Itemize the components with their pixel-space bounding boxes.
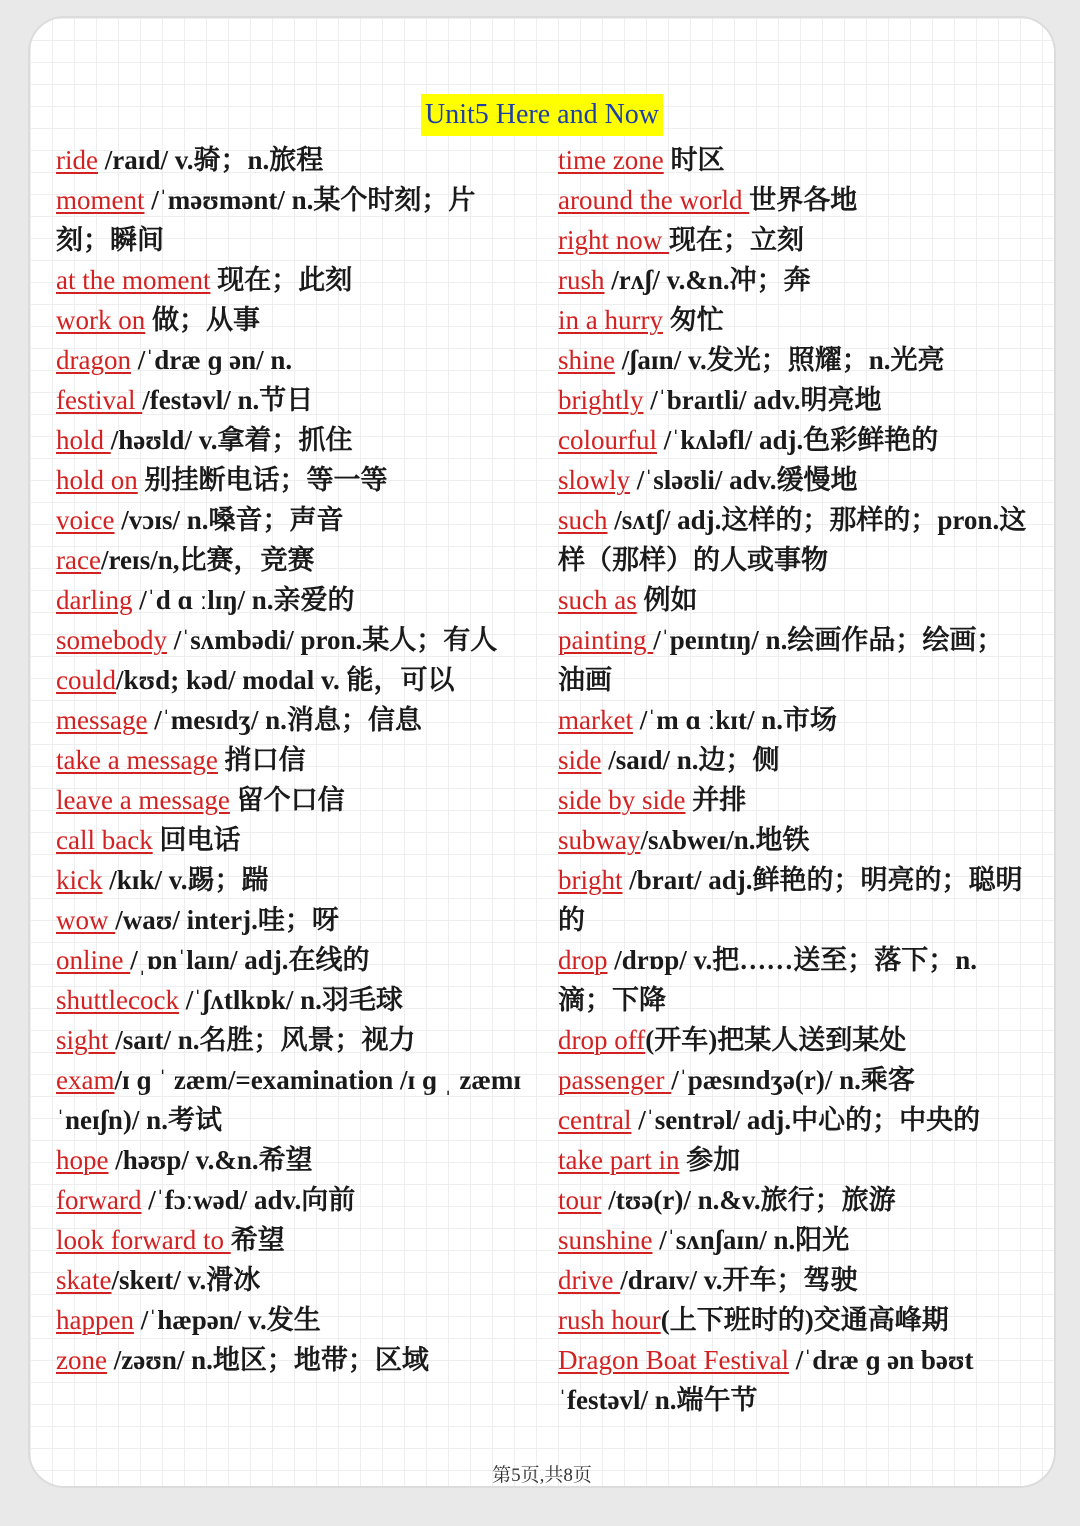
vocab-definition: 并排 — [685, 785, 747, 815]
vocab-entry — [56, 540, 526, 580]
vocab-entry — [558, 1100, 1028, 1140]
vocab-term: take a message — [56, 745, 218, 775]
vocab-definition: /ˈsʌnʃaɪn/ n.阳光 — [652, 1225, 850, 1255]
vocab-entry — [558, 860, 1028, 940]
vocab-definition: 世界各地 — [749, 185, 858, 215]
vocab-term: rush — [558, 265, 605, 295]
vocab-term: drop — [558, 945, 608, 975]
vocab-term: leave a message — [56, 785, 230, 815]
vocab-term: hold on — [56, 465, 138, 495]
vocab-definition: (开车)把某人送到某处 — [645, 1025, 907, 1055]
vocab-term: work on — [56, 305, 146, 335]
vocab-definition: 匆忙 — [662, 305, 724, 335]
vocab-entry — [56, 1060, 526, 1140]
vocab-entry — [56, 1020, 526, 1060]
vocab-definition: /ˈsʌmbədi/ pron.某人；有人 — [167, 625, 498, 655]
vocab-entry — [56, 460, 526, 500]
vocab-term: bright — [558, 865, 623, 895]
vocab-entry — [558, 420, 1028, 460]
vocab-definition: /ˈpæsɪndʒə(r)/ n.乘客 — [671, 1065, 915, 1095]
vocab-definition: /ʃaɪn/ v.发光；照耀；n.光亮 — [615, 345, 945, 375]
vocab-term: hope — [56, 1145, 109, 1175]
vocab-definition: 例如 — [636, 585, 698, 615]
vocab-entry — [56, 860, 526, 900]
vocab-entry — [558, 380, 1028, 420]
vocab-definition: 时区 — [663, 145, 725, 175]
vocab-definition: /ˈpeɪntɪŋ/ n.绘画作品；绘画；油画 — [558, 625, 1004, 695]
page-title: Unit5 Here and Now — [421, 94, 663, 136]
vocab-term: skate — [56, 1265, 112, 1295]
vocab-entry — [56, 780, 526, 820]
vocab-entry — [558, 820, 1028, 860]
vocab-entry — [558, 1220, 1028, 1260]
vocab-entry — [558, 1060, 1028, 1100]
vocab-term: Dragon Boat Festival — [558, 1345, 789, 1375]
vocab-entry — [558, 580, 1028, 620]
vocab-term: could — [56, 665, 116, 695]
vocab-definition: /kʊd; kəd/ modal v. 能，可以 — [116, 665, 455, 695]
vocab-entry — [558, 1180, 1028, 1220]
vocab-term: hold — [56, 425, 111, 455]
vocab-entry — [56, 500, 526, 540]
vocab-term: side — [558, 745, 602, 775]
vocab-definition: /ˈfɔːwəd/ adv.向前 — [141, 1185, 356, 1215]
vocab-entry — [56, 140, 526, 180]
vocab-term: take part in — [558, 1145, 680, 1175]
vocab-term: in a hurry — [558, 305, 663, 335]
vocab-term: right now — [558, 225, 669, 255]
vocab-definition: /rʌʃ/ v.&n.冲；奔 — [604, 265, 811, 295]
vocab-definition: /kɪk/ v.踢；踹 — [102, 865, 269, 895]
vocab-term: painting — [558, 625, 654, 655]
vocab-entry — [56, 740, 526, 780]
vocab-definition: /ˈd ɑ ːlɪŋ/ n.亲爱的 — [132, 585, 355, 615]
vocab-term: online — [56, 945, 131, 975]
vocab-term: central — [558, 1105, 632, 1135]
vocab-definition: /sʌtʃ/ adj.这样的；那样的；pron.这样（那样）的人或事物 — [558, 505, 1027, 575]
vocab-term: such — [558, 505, 608, 535]
vocab-definition: /saɪt/ n.名胜；风景；视力 — [115, 1025, 416, 1055]
vocab-term: drop off — [558, 1025, 646, 1055]
vocab-definition: /ˈmesɪdʒ/ n.消息；信息 — [147, 705, 422, 735]
vocab-definition: (上下班时的)交通高峰期 — [660, 1305, 949, 1335]
vocab-entry — [56, 1260, 526, 1300]
vocab-definition: 参加 — [679, 1145, 741, 1175]
vocab-term: somebody — [56, 625, 167, 655]
vocab-definition: /ˈkʌləfl/ adj.色彩鲜艳的 — [656, 425, 939, 455]
vocab-definition: /braɪt/ adj.鲜艳的；明亮的；聪明的 — [558, 865, 1023, 935]
vocab-entry — [558, 1020, 1028, 1060]
vocab-entry — [558, 780, 1028, 820]
vocab-term: side by side — [558, 785, 686, 815]
vocab-definition: 现在；此刻 — [210, 265, 353, 295]
document-page — [30, 18, 1054, 1486]
vocab-definition: 现在；立刻 — [669, 225, 804, 255]
vocab-term: brightly — [558, 385, 644, 415]
vocab-definition: /ˈdræ ɡ ən/ n. — [130, 345, 293, 375]
vocab-definition: /waʊ/ interj.哇；呀 — [115, 905, 339, 935]
vocab-entry — [56, 1300, 526, 1340]
vocab-term: wow — [56, 905, 116, 935]
vocab-entry — [558, 260, 1028, 300]
vocab-entry — [56, 300, 526, 340]
vocab-term: ride — [56, 145, 98, 175]
vocab-term: sight — [56, 1025, 116, 1055]
vocab-term: kick — [56, 865, 103, 895]
vocab-definition: 回电话 — [152, 825, 241, 855]
vocab-entry — [56, 820, 526, 860]
vocab-entry — [56, 620, 526, 660]
vocab-definition: /ˈhæpən/ v.发生 — [133, 1305, 321, 1335]
vocab-entry — [558, 220, 1028, 260]
vocab-term: at the moment — [56, 265, 211, 295]
vocab-definition: /sʌbweɪ/n.地铁 — [640, 825, 810, 855]
vocab-entry — [56, 1340, 526, 1380]
vocab-definition: /ˈʃʌtlkɒk/ n.羽毛球 — [178, 985, 403, 1015]
vocab-term: time zone — [558, 145, 664, 175]
title-wrap — [30, 94, 1054, 136]
vocab-term: such as — [558, 585, 637, 615]
vocab-term: market — [558, 705, 633, 735]
vocab-term: zone — [56, 1345, 107, 1375]
vocab-definition: /festəvl/ n.节日 — [142, 385, 314, 415]
vocab-entry — [56, 940, 526, 980]
vocab-term: subway — [558, 825, 641, 855]
vocab-entry — [558, 940, 1028, 1020]
left-vocab-column — [56, 140, 526, 1380]
vocab-term: call back — [56, 825, 153, 855]
vocab-entry — [558, 740, 1028, 780]
vocab-definition: /həʊld/ v.拿着；抓住 — [110, 425, 353, 455]
page-number: 第5页,共8页 — [492, 1465, 592, 1486]
vocab-term: exam — [56, 1065, 115, 1095]
vocab-definition: /ˌɒnˈlaɪn/ adj.在线的 — [130, 945, 370, 975]
vocab-definition: 留个口信 — [229, 785, 345, 815]
vocab-definition: /tʊə(r)/ n.&v.旅行；旅游 — [601, 1185, 896, 1215]
vocab-definition: /ˈdræ ɡ ən bəʊt ˈfestəvl/ n.端午节 — [558, 1345, 974, 1415]
vocab-term: rush hour — [558, 1305, 661, 1335]
vocab-entry — [558, 1300, 1028, 1340]
vocab-entry — [558, 500, 1028, 580]
vocab-entry — [56, 580, 526, 620]
vocab-entry — [56, 420, 526, 460]
vocab-entry — [558, 300, 1028, 340]
vocab-definition: /ˈməʊmənt/ n.某个时刻；片刻；瞬间 — [56, 185, 476, 255]
vocab-term: tour — [558, 1185, 602, 1215]
vocab-entry — [558, 700, 1028, 740]
vocab-term: festival — [56, 385, 143, 415]
vocab-entry — [56, 180, 526, 260]
vocab-definition: /ˈm ɑ ːkɪt/ n.市场 — [632, 705, 838, 735]
vocab-term: moment — [56, 185, 145, 215]
vocab-term: happen — [56, 1305, 134, 1335]
vocab-term: forward — [56, 1185, 142, 1215]
vocab-term: dragon — [56, 345, 131, 375]
vocab-term: colourful — [558, 425, 657, 455]
vocab-term: shuttlecock — [56, 985, 179, 1015]
vocab-term: passenger — [558, 1065, 672, 1095]
vocab-entry — [56, 660, 526, 700]
vocab-term: around the world — [558, 185, 750, 215]
vocab-definition: /ˈbraɪtli/ adv.明亮地 — [643, 385, 882, 415]
vocab-definition: 希望 — [230, 1225, 285, 1255]
vocab-term: message — [56, 705, 148, 735]
vocab-definition: /ɪ ɡ ˈ zæm/=examination /ɪ ɡ ˌ zæmɪˈneɪʃn)/ n.考试 — [56, 1065, 522, 1135]
vocab-term: sunshine — [558, 1225, 653, 1255]
vocab-term: voice — [56, 505, 115, 535]
vocab-entry — [558, 340, 1028, 380]
vocab-entry — [56, 340, 526, 380]
vocab-entry — [558, 180, 1028, 220]
vocab-term: look forward to — [56, 1225, 231, 1255]
vocab-definition: /reɪs/n,比赛，竞赛 — [100, 545, 315, 575]
vocab-entry — [56, 1140, 526, 1180]
vocab-definition: /ˈsentrəl/ adj.中心的；中央的 — [631, 1105, 981, 1135]
vocab-definition: /ˈsləʊli/ adv.缓慢地 — [630, 465, 858, 495]
vocab-term: race — [56, 545, 101, 575]
vocab-entry — [56, 700, 526, 740]
vocab-entry — [558, 1340, 1028, 1420]
vocab-definition: /saɪd/ n.边；侧 — [601, 745, 780, 775]
vocab-term: shine — [558, 345, 615, 375]
vocab-entry — [558, 460, 1028, 500]
vocab-term: darling — [56, 585, 133, 615]
vocab-definition: 做；从事 — [145, 305, 260, 335]
vocab-entry — [558, 1140, 1028, 1180]
vocab-entry — [56, 980, 526, 1020]
vocab-entry — [56, 1180, 526, 1220]
vocab-definition: /həʊp/ v.&n.希望 — [108, 1145, 313, 1175]
vocab-entry — [558, 1260, 1028, 1300]
vocab-entry — [558, 140, 1028, 180]
vocab-definition: /skeɪt/ v.滑冰 — [111, 1265, 261, 1295]
vocab-entry — [56, 380, 526, 420]
vocab-definition: 别挂断电话；等一等 — [137, 465, 388, 495]
vocab-definition: /draɪv/ v.开车；驾驶 — [620, 1265, 858, 1295]
vocab-definition: /drɒp/ v.把……送至；落下；n.滴；下降 — [558, 945, 978, 1015]
vocab-definition: /vɔɪs/ n.嗓音；声音 — [114, 505, 344, 535]
vocab-entry — [56, 900, 526, 940]
vocab-entry — [56, 260, 526, 300]
vocab-term: slowly — [558, 465, 631, 495]
right-vocab-column — [558, 140, 1028, 1420]
vocab-term: drive — [558, 1265, 621, 1295]
vocab-definition: 捎口信 — [217, 745, 306, 775]
vocab-definition: /zəʊn/ n.地区；地带；区域 — [106, 1345, 429, 1375]
vocab-entry — [56, 1220, 526, 1260]
vocab-entry — [558, 620, 1028, 700]
vocab-definition: /raɪd/ v.骑；n.旅程 — [97, 145, 324, 175]
